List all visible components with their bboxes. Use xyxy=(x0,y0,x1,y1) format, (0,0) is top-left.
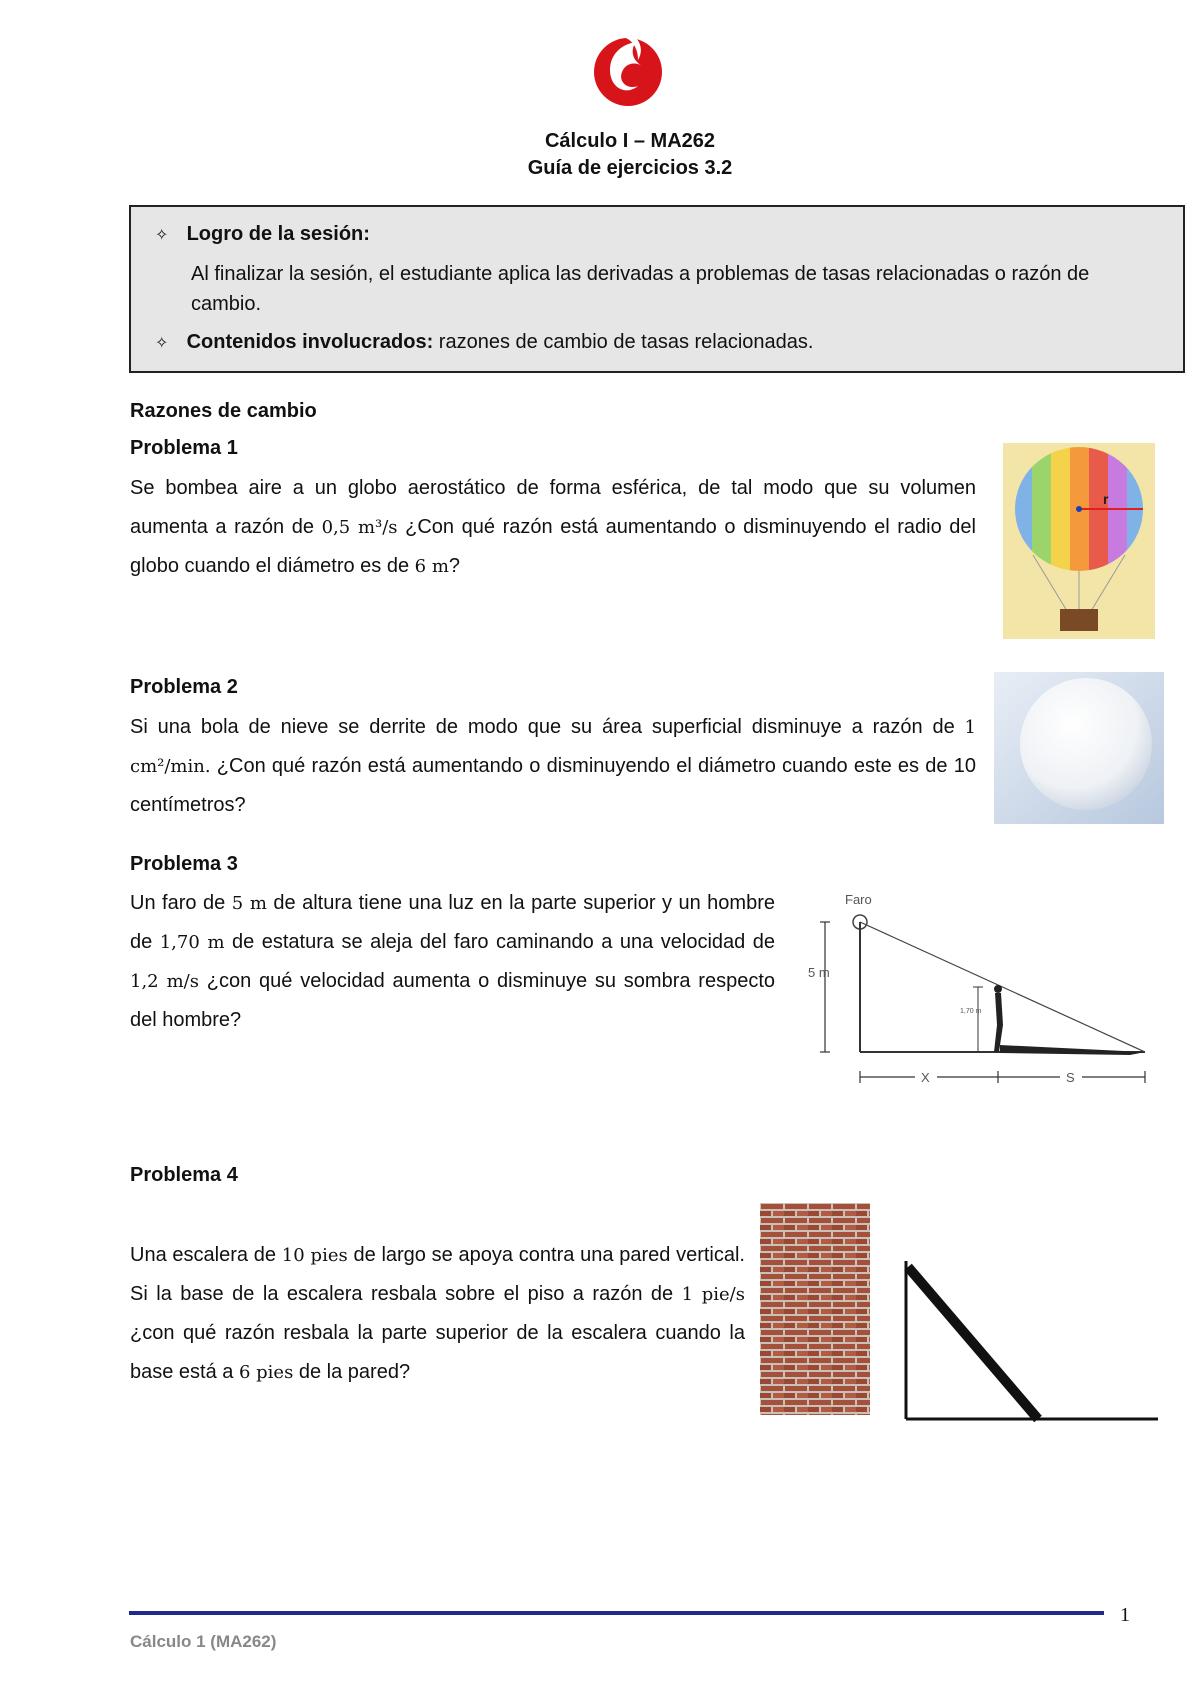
problem-3-title: Problema 3 xyxy=(130,853,238,875)
problem-2-title: Problema 2 xyxy=(130,676,238,698)
contenidos-label: Contenidos involucrados: xyxy=(186,331,434,353)
problem-2-text: Si una bola de nieve se derrite de modo que su área superficial disminuye a razón de 1 cm²/min. ¿Con qué razón está aumentando o disminuyendo el diámetro cuando este es de 10 centímetros? xyxy=(130,716,976,816)
lighthouse-diagram xyxy=(800,885,1160,1095)
math: 1,2 m/s xyxy=(130,971,199,992)
footer-text: Cálculo 1 (MA262) xyxy=(130,1632,277,1651)
snowball-image xyxy=(994,672,1164,824)
upc-logo xyxy=(586,26,670,110)
math: 1,70 m xyxy=(159,932,225,953)
brick-wall-image xyxy=(760,1203,870,1415)
math: 0,5 m³/s xyxy=(321,517,398,538)
diamond-bullet-icon: ✧ xyxy=(155,335,169,352)
contenidos-text: razones de cambio de tasas relacionadas. xyxy=(433,331,814,353)
math: 5 m xyxy=(231,893,267,914)
footer-divider xyxy=(129,1611,1104,1615)
objective-box xyxy=(129,205,1185,373)
math: 1 pie/s xyxy=(681,1284,745,1305)
contenidos-row xyxy=(155,331,813,354)
radius-label: r xyxy=(1103,491,1109,507)
math: 10 pies xyxy=(281,1245,348,1266)
man-height-label: 1,70 m xyxy=(960,1008,982,1015)
problem-3-text: Un faro de 5 m de altura tiene una luz en la parte superior y un hombre de 1,70 m de estatura se aleja del faro caminando a una velocidad de 1,2 m/s ¿con qué velocidad aumenta o disminuye su sombra respecto del hombre? xyxy=(130,892,776,1031)
math: 1 cm²/min. xyxy=(130,717,976,777)
s-label: S xyxy=(1066,1070,1075,1085)
math: 6 pies xyxy=(238,1362,294,1383)
logro-label: Logro de la sesión: xyxy=(186,223,370,245)
section-title: Razones de cambio xyxy=(130,400,317,422)
problem-4-text: Una escalera de 10 pies de largo se apoya contra una pared vertical. Si la base de la escalera resbala sobre el piso a razón de 1 pie/s ¿con qué razón resbala la parte superior de la escalera cuando la base está a 6 pies de la pared? xyxy=(130,1244,745,1383)
logro-text: Al finalizar la sesión, el estudiante aplica las derivadas a problemas de tasas relacionadas o razón de cambio. xyxy=(191,263,1090,315)
logro-row xyxy=(155,223,370,246)
height-label: 5 m xyxy=(808,965,830,980)
hot-air-balloon-image xyxy=(1003,443,1155,639)
faro-label: Faro xyxy=(845,892,872,907)
diamond-bullet-icon: ✧ xyxy=(155,227,169,244)
math: 6 m xyxy=(414,556,449,577)
page-number: 1 xyxy=(1120,1604,1130,1626)
problem-1-title: Problema 1 xyxy=(130,437,238,459)
course-title: Cálculo I – MA262 xyxy=(544,130,716,152)
ladder-diagram xyxy=(900,1255,1162,1425)
guide-title: Guía de ejercicios 3.2 xyxy=(527,157,733,179)
problem-1-text: Se bombea aire a un globo aerostático de forma esférica, de tal modo que su volumen aumenta a razón de 0,5 m³/s ¿Con qué razón está aumentando o disminuyendo el radio del globo cuando el diámetro es de 6 m? xyxy=(130,477,976,577)
x-label: X xyxy=(921,1070,930,1085)
problem-4-title: Problema 4 xyxy=(130,1164,238,1186)
